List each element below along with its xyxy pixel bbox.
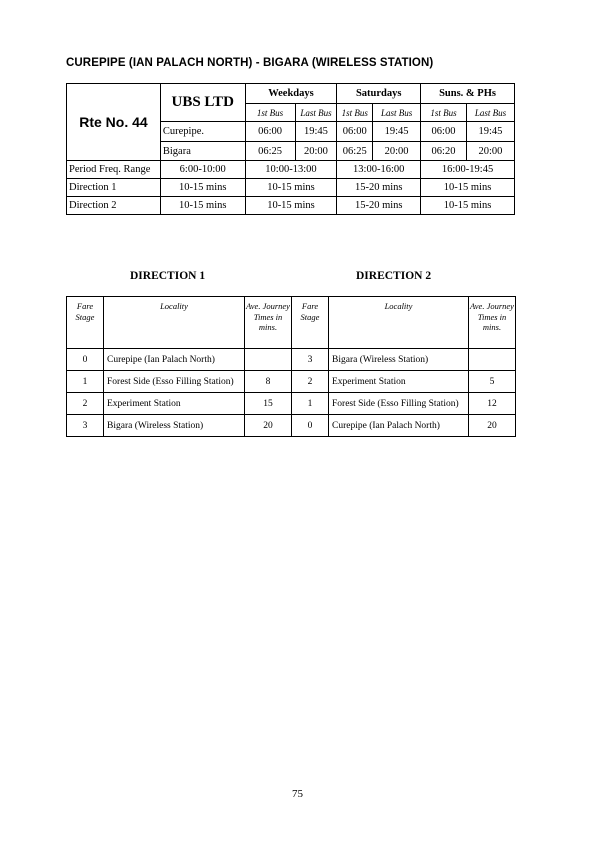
journey-time: 5 xyxy=(469,371,516,393)
fare-stage-header: Fare Stage xyxy=(67,297,104,349)
day-header-sundays: Suns. & PHs xyxy=(421,84,515,104)
direction-1-heading: DIRECTION 1 xyxy=(130,270,206,282)
timetable xyxy=(66,83,515,215)
journey-time xyxy=(245,349,292,371)
table-row xyxy=(67,349,516,371)
journey-time xyxy=(469,349,516,371)
first-bus-label: 1st Bus xyxy=(421,104,467,122)
locality: Bigara (Wireless Station) xyxy=(329,349,469,371)
last-bus-label: Last Bus xyxy=(373,104,421,122)
table-row xyxy=(67,393,516,415)
locality: Curepipe (Ian Palach North) xyxy=(329,415,469,437)
bus-time: 06:25 xyxy=(245,142,295,161)
bus-time: 06:00 xyxy=(421,122,467,142)
first-bus-label: 1st Bus xyxy=(245,104,295,122)
operator-name: UBS LTD xyxy=(160,84,245,122)
freq-value: 10-15 mins xyxy=(245,179,337,197)
bus-time: 20:00 xyxy=(466,142,514,161)
page-number: 75 xyxy=(292,788,303,800)
fare-stage-table xyxy=(66,296,516,437)
freq-row-label: Direction 1 xyxy=(67,179,161,197)
freq-row-label: Direction 2 xyxy=(67,197,161,215)
day-header-weekdays: Weekdays xyxy=(245,84,337,104)
freq-value: 13:00-16:00 xyxy=(337,161,421,179)
journey-time: 20 xyxy=(245,415,292,437)
journey-time: 12 xyxy=(469,393,516,415)
freq-value: 10-15 mins xyxy=(160,179,245,197)
journey-time-header: Ave. Journey Times in mins. xyxy=(469,297,516,349)
first-bus-label: 1st Bus xyxy=(337,104,373,122)
stop-name: Curepipe. xyxy=(160,122,245,142)
freq-value: 6:00-10:00 xyxy=(160,161,245,179)
bus-time: 19:45 xyxy=(373,122,421,142)
locality: Curepipe (Ian Palach North) xyxy=(104,349,245,371)
locality: Forest Side (Esso Filling Station) xyxy=(104,371,245,393)
freq-value: 15-20 mins xyxy=(337,179,421,197)
freq-value: 10-15 mins xyxy=(421,197,515,215)
journey-time: 20 xyxy=(469,415,516,437)
fare-stage: 1 xyxy=(67,371,104,393)
freq-value: 10-15 mins xyxy=(160,197,245,215)
page-title: CUREPIPE (IAN PALACH NORTH) - BIGARA (WIRELESS STATION) xyxy=(66,57,434,69)
fare-stage: 0 xyxy=(292,415,329,437)
bus-time: 20:00 xyxy=(373,142,421,161)
freq-value: 15-20 mins xyxy=(337,197,421,215)
fare-stage: 3 xyxy=(292,349,329,371)
freq-value: 10-15 mins xyxy=(421,179,515,197)
day-header-saturdays: Saturdays xyxy=(337,84,421,104)
last-bus-label: Last Bus xyxy=(466,104,514,122)
table-row xyxy=(67,415,516,437)
locality: Forest Side (Esso Filling Station) xyxy=(329,393,469,415)
freq-value: 16:00-19:45 xyxy=(421,161,515,179)
fare-stage: 1 xyxy=(292,393,329,415)
fare-stage-header: Fare Stage xyxy=(292,297,329,349)
bus-time: 06:00 xyxy=(245,122,295,142)
locality-header: Locality xyxy=(104,297,245,349)
bus-time: 20:00 xyxy=(295,142,337,161)
bus-time: 06:00 xyxy=(337,122,373,142)
fare-stage: 0 xyxy=(67,349,104,371)
locality-header: Locality xyxy=(329,297,469,349)
freq-row-label: Period Freq. Range xyxy=(67,161,161,179)
freq-value: 10-15 mins xyxy=(245,197,337,215)
bus-time: 19:45 xyxy=(295,122,337,142)
last-bus-label: Last Bus xyxy=(295,104,337,122)
locality: Bigara (Wireless Station) xyxy=(104,415,245,437)
locality: Experiment Station xyxy=(329,371,469,393)
route-number: Rte No. 44 xyxy=(67,84,161,161)
fare-stage: 2 xyxy=(67,393,104,415)
table-row xyxy=(67,371,516,393)
bus-time: 19:45 xyxy=(466,122,514,142)
journey-time-header: Ave. Journey Times in mins. xyxy=(245,297,292,349)
fare-stage: 3 xyxy=(67,415,104,437)
direction-2-heading: DIRECTION 2 xyxy=(356,270,432,282)
bus-time: 06:25 xyxy=(337,142,373,161)
locality: Experiment Station xyxy=(104,393,245,415)
fare-stage: 2 xyxy=(292,371,329,393)
journey-time: 8 xyxy=(245,371,292,393)
journey-time: 15 xyxy=(245,393,292,415)
bus-time: 06:20 xyxy=(421,142,467,161)
stop-name: Bigara xyxy=(160,142,245,161)
freq-value: 10:00-13:00 xyxy=(245,161,337,179)
